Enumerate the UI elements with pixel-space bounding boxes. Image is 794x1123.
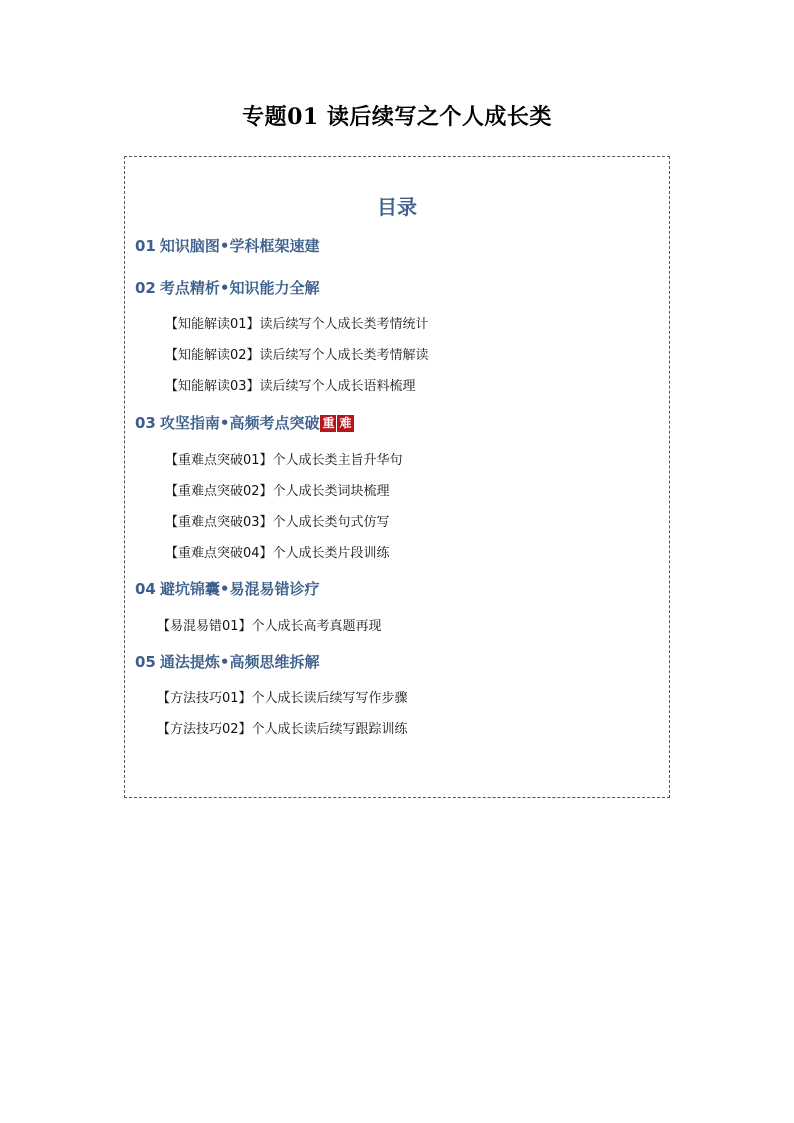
toc-item[interactable]: 【重难点突破03】个人成长类句式仿写 (165, 515, 390, 530)
section-title: 考点精析•知识能力全解 (159, 279, 320, 297)
toc-item[interactable]: 【易混易错01】个人成长高考真题再现 (157, 619, 382, 634)
section-number: 03 (135, 414, 156, 432)
section-number: 02 (135, 279, 156, 297)
document-title: 专题01 读后续写之个人成长类 (242, 104, 552, 130)
toc-section-01[interactable] (135, 235, 319, 256)
difficulty-badge-key: 重 (322, 416, 335, 430)
section-number: 01 (135, 237, 156, 255)
toc-item[interactable]: 【知能解读02】读后续写个人成长类考情解读 (165, 348, 429, 363)
section-number: 05 (135, 653, 156, 671)
difficulty-badge-hard: 难 (339, 416, 352, 430)
toc-section-03[interactable] (135, 412, 354, 433)
section-title: 避坑锦囊•易混易错诊疗 (159, 580, 320, 598)
section-title: 知识脑图•学科框架速建 (159, 237, 320, 255)
toc-item[interactable]: 【知能解读01】读后续写个人成长类考情统计 (165, 317, 429, 332)
toc-section-04[interactable] (135, 578, 319, 599)
toc-item[interactable]: 【知能解读03】读后续写个人成长语料梳理 (165, 379, 416, 394)
table-of-contents (124, 156, 670, 798)
toc-section-05[interactable] (135, 651, 319, 672)
section-number: 04 (135, 580, 156, 598)
toc-item[interactable]: 【重难点突破01】个人成长类主旨升华句 (165, 453, 403, 468)
section-title: 攻坚指南•高频考点突破 (159, 414, 320, 432)
toc-item[interactable]: 【方法技巧01】个人成长读后续写写作步骤 (157, 691, 408, 706)
toc-item[interactable]: 【方法技巧02】个人成长读后续写跟踪训练 (157, 722, 408, 737)
toc-item[interactable]: 【重难点突破02】个人成长类词块梳理 (165, 484, 390, 499)
section-title: 通法提炼•高频思维拆解 (159, 653, 320, 671)
toc-heading: 目录 (377, 195, 417, 219)
toc-section-02[interactable] (135, 277, 319, 298)
toc-item[interactable]: 【重难点突破04】个人成长类片段训练 (165, 546, 390, 561)
